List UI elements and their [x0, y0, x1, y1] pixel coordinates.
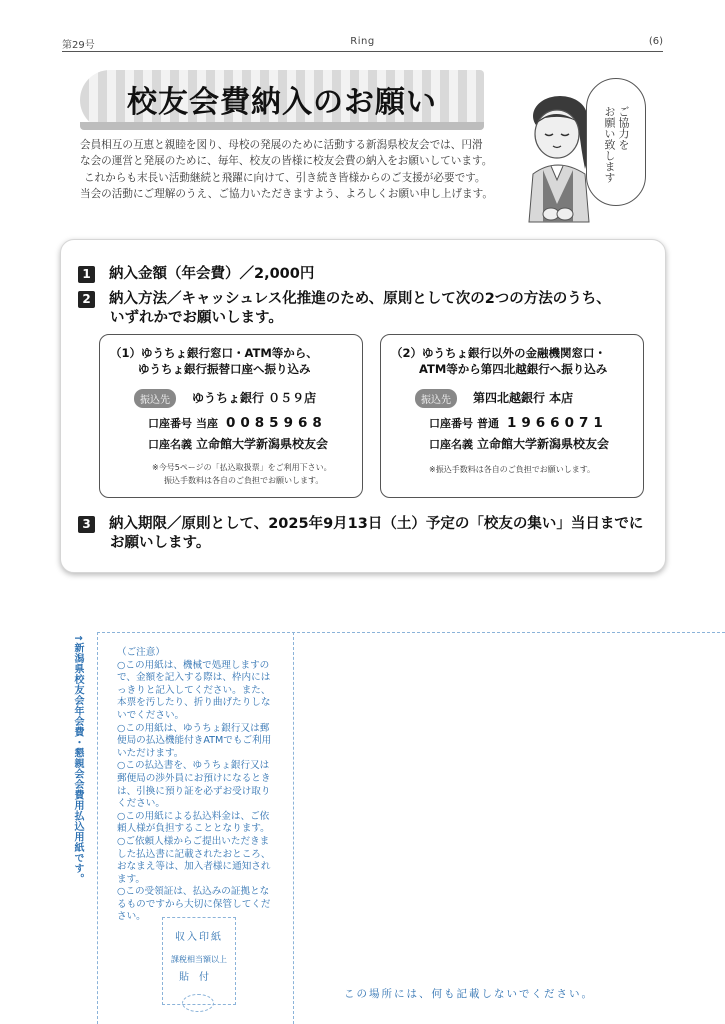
slip-vertical-label: ↑新潟県校友会年会費・懇親会会費用払込用紙です。 [72, 634, 83, 885]
notice-line: ○この受領証は、払込みの証拠となるものですから大切に保管してください。 [117, 886, 271, 923]
method-note: 振込手数料は各自のご負担でお願いします。 [164, 476, 324, 485]
item-amount-text: 納入金額（年会費）／2,000円 [109, 266, 315, 282]
intro-line: な会の運営と発展のために、毎年、校友の皆様に校友会費の納入をお願いしています。 [80, 155, 493, 168]
method-box-hokuetsu [380, 334, 644, 498]
intro-line: 当会の活動にご理解のうえ、ご協力いただきますよう、よろしくお願い申し上げます。 [80, 188, 493, 201]
method-note: ※今号5ページの「払込取扱票」をご利用下さい。 [152, 463, 332, 472]
item-number-3: 3 [78, 516, 95, 533]
bank-name: ゆうちょ銀行 ０５９店 [192, 391, 317, 405]
method-box-yucho [99, 334, 363, 498]
stamp-title: 収入印紙 [175, 932, 223, 943]
page-title: 校友会費納入のお願い [127, 85, 437, 120]
method-notes [152, 461, 332, 487]
method-title-line: （1）ゆうちょ銀行窓口・ATM等から、 [110, 346, 318, 360]
slip-notice [117, 647, 277, 924]
publication-name: Ring [350, 36, 375, 47]
account-name: 立命館大学新潟県校友会 [477, 437, 610, 451]
account-name-row [148, 435, 328, 452]
speech-bubble-text: ご協力を お願い致します [603, 105, 630, 183]
intro-line: 会員相互の互恵と親睦を図り、母校の発展のために活動する新潟県校友会では、円滑 [80, 139, 483, 151]
notice-line: ○ご依頼人様からご提出いただきました払込書に記載されたおところ、おなまえ等は、加入者様に通知されます。 [117, 835, 271, 885]
account-name-row [429, 435, 609, 452]
notice-line: ○この用紙は、機械で処理しますので、金額を記入する際は、枠内にはっきりと記入してください。また、本票を汚したり、折り曲げたりしないでください。 [117, 659, 271, 721]
transfer-destination-badge: 振込先 [134, 389, 176, 408]
account-number-row [148, 415, 327, 431]
item-deadline [78, 512, 643, 533]
item-method-text: 納入方法／キャッシュレス化推進のため、原則として次の2つの方法のうち、 [109, 291, 611, 307]
method-title [110, 345, 318, 377]
method-note: ※振込手数料は各自のご負担でお願いします。 [429, 465, 596, 474]
bank-name: 第四北越銀行 本店 [473, 391, 574, 405]
issue-number: 第29号 [62, 40, 95, 51]
page-header [62, 36, 663, 50]
transfer-destination-badge: 振込先 [415, 389, 457, 408]
stamp-paste-label: 貼付 [179, 972, 219, 983]
account-number: 1966071 [507, 415, 608, 431]
do-not-write-notice: この場所には、何も記載しないでください。 [344, 988, 594, 1000]
account-type: 当座 [196, 417, 218, 430]
notice-line: ○この用紙による払込料金は、ご依頼人様が負担することとなります。 [117, 810, 270, 835]
stamp-oval-mark [182, 994, 214, 1012]
slip-divider [293, 632, 294, 1024]
notice-line: ○この用紙は、ゆうちょ銀行又は郵便局の払込機能付きATMでもご利用いただけます。 [117, 722, 272, 759]
item-deadline-text-cont: お願いします。 [110, 535, 211, 551]
method-title-line: （2）ゆうちょ銀行以外の金融機関窓口・ [391, 346, 606, 360]
revenue-stamp-box [162, 917, 236, 1005]
notice-line: （ご注意） [117, 647, 165, 658]
account-number-row [429, 415, 608, 431]
item-deadline-text: 納入期限／原則として、2025年9月13日（土）予定の「校友の集い」当日までに [109, 516, 644, 532]
account-number-label: 口座番号 [148, 417, 192, 430]
account-name: 立命館大学新潟県校友会 [196, 437, 329, 451]
account-name-label: 口座名義 [429, 438, 473, 451]
notice-line: ○この払込書を、ゆうちょ銀行又は郵便局の渉外員にお預けになるときは、引換に預り証を必ずお受け取りください。 [117, 760, 271, 810]
method-notes [429, 463, 595, 476]
slip-border-left [97, 632, 98, 1024]
header-rule [62, 51, 663, 52]
account-name-label: 口座名義 [148, 438, 192, 451]
item-number-2: 2 [78, 291, 95, 308]
account-number: 0085968 [226, 415, 327, 431]
item-method-text-cont: いずれかでお願いします。 [110, 310, 283, 326]
intro-line: これからも末長い活動継続と飛躍に向けて、引き続き皆様からのご支援が必要です。 [84, 171, 486, 184]
item-number-1: 1 [78, 266, 95, 283]
slip-border-top [97, 632, 725, 633]
account-type: 普通 [477, 417, 499, 430]
stamp-subtitle: 課税相当額以上 [171, 955, 227, 964]
method-title-line: ゆうちょ銀行振替口座へ振り込み [138, 362, 311, 376]
item-method [78, 287, 611, 308]
method-title-line: ATM等から第四北越銀行へ振り込み [419, 362, 608, 376]
account-number-label: 口座番号 [429, 417, 473, 430]
speech-bubble [586, 78, 646, 206]
page-number: (6) [648, 36, 663, 47]
method-title [391, 345, 607, 377]
item-amount [78, 262, 314, 283]
intro-text [80, 137, 500, 203]
